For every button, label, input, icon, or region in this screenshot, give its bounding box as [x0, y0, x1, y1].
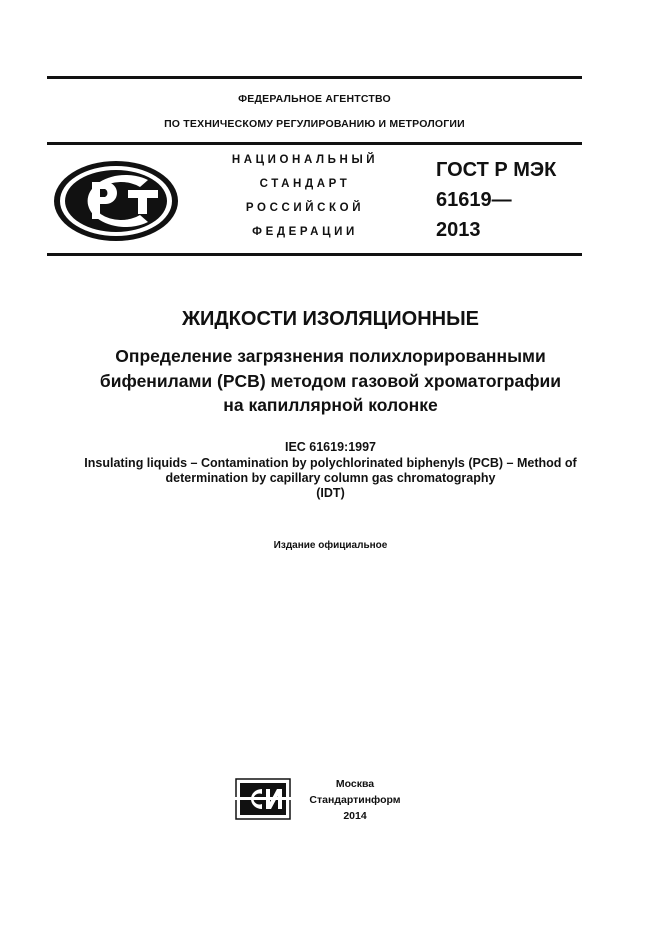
iec-title-line-2: determination by capillary column gas chromatography	[165, 471, 496, 485]
publisher-name: Стандартинформ	[309, 794, 401, 806]
top-rule	[47, 76, 582, 79]
agency-line-2: ПО ТЕХНИЧЕСКОМУ РЕГУЛИРОВАНИЮ И МЕТРОЛОГИИ	[164, 118, 465, 130]
header-rule	[47, 142, 582, 145]
agency-line-1: ФЕДЕРАЛЬНОЕ АГЕНТСТВО	[238, 93, 391, 105]
designation-line-1: ГОСТ Р МЭК	[436, 159, 557, 181]
iec-number: IEC 61619:1997	[284, 440, 377, 454]
designation-line-2: 61619—	[436, 189, 512, 211]
national-standard-line-4: ФЕДЕРАЦИИ	[252, 226, 358, 238]
publisher-year: 2014	[343, 810, 367, 822]
document-title: ЖИДКОСТИ ИЗОЛЯЦИОННЫЕ	[181, 308, 479, 330]
iec-title-line-1: Insulating liquids – Contamination by polychlorinated biphenyls (PCB) – Method of	[84, 456, 577, 470]
subtitle-line-1: Определение загрязнения полихлорированными	[115, 346, 546, 366]
subtitle-line-3: на капиллярной колонке	[223, 395, 438, 415]
designation-rule	[47, 253, 582, 256]
standartinform-logo-icon	[234, 777, 294, 823]
national-standard-line-2: СТАНДАРТ	[259, 178, 351, 190]
national-standard-line-3: РОССИЙСКОЙ	[245, 202, 365, 214]
iec-identity: (IDT)	[316, 486, 345, 500]
publisher-city: Москва	[335, 778, 375, 790]
edition-label: Издание официальное	[273, 540, 388, 551]
national-standard-line-1: НАЦИОНАЛЬНЫЙ	[231, 154, 379, 166]
rst-certification-logo-icon	[52, 158, 180, 244]
subtitle-line-2: бифенилами (PCB) методом газовой хроматографии	[99, 371, 562, 391]
designation-line-3: 2013	[436, 219, 481, 241]
